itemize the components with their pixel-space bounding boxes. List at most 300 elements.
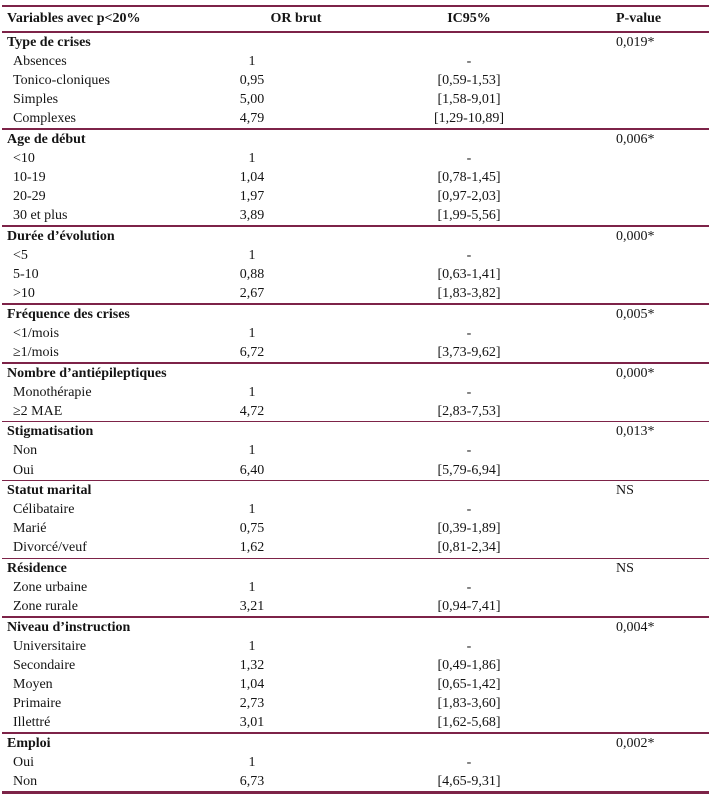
cell-p-value [616,597,709,616]
cell-or-brut [182,597,322,616]
cell-or-brut [182,90,322,109]
cell-ic95 [322,90,616,109]
section-title-label: Nombre d’antiépileptiques [7,365,167,381]
cell-or-brut [182,538,322,557]
variable-label: <5 [13,248,28,264]
data-row [2,109,709,128]
or-brut-value: 1 [248,248,256,264]
cell-p-value [616,675,709,694]
cell-ic95 [322,713,616,732]
cell-or-brut [182,265,322,284]
section-title-label: Stigmatisation [7,424,94,440]
cell-ic95 [322,519,616,538]
cell-or-brut [182,149,322,168]
data-row [2,675,709,694]
cell-or-brut [182,675,322,694]
cell-p-value [616,383,709,402]
or-brut-value: 4,79 [239,111,265,127]
cell-or-brut [182,52,322,71]
cell-p-value [616,753,709,772]
p-value: NS [616,561,634,577]
variable-label: <1/mois [13,325,60,341]
data-row [2,90,709,109]
cell-ic95 [322,265,616,284]
cell-or-brut [182,734,322,753]
cell-ic95 [322,675,616,694]
or-brut-value: 3,89 [239,208,265,224]
data-row [2,694,709,713]
cell-p-value [616,694,709,713]
cell-variable [2,441,182,460]
cell-p-value [616,364,711,383]
variable-label: Zone rurale [13,599,78,615]
cell-p-value [616,149,709,168]
section-title-row [2,130,709,149]
cell-ic95 [322,461,616,480]
cell-variable [2,227,182,246]
cell-variable [2,90,182,109]
cell-or-brut [182,284,322,303]
cell-variable [2,284,182,303]
cell-ic95 [322,538,616,557]
cell-variable [2,656,182,675]
or-brut-value: 0,75 [239,521,265,537]
cell-variable [2,168,182,187]
cell-or-brut [182,694,322,713]
or-brut-value: 1 [248,580,256,596]
table-section [2,227,709,303]
cell-p-value [616,461,709,480]
cell-variable [2,772,182,791]
or-brut-value: 1,04 [239,170,265,186]
variable-label: Zone urbaine [13,580,88,596]
cell-variable [2,33,182,52]
table-section [2,305,709,362]
cell-variable [2,383,182,402]
cell-p-value [616,402,709,421]
cell-or-brut [182,33,322,52]
variable-label: Célibataire [13,502,75,518]
data-row [2,149,709,168]
cell-p-value [616,441,709,460]
cell-or-brut [182,343,322,362]
cell-or-brut [182,618,322,637]
variable-label: 5-10 [13,267,39,283]
cell-p-value [616,618,711,637]
ic95-value: [2,83-7,53] [437,403,501,419]
cell-ic95 [322,734,616,753]
data-row [2,324,709,343]
cell-or-brut [182,324,322,343]
ic95-value: [0,81-2,34] [437,540,501,556]
ic95-value: - [466,638,472,654]
variable-label: Non [13,443,38,459]
data-row [2,265,709,284]
cell-or-brut [182,519,322,538]
section-title-label: Durée d’évolution [7,228,115,244]
variable-label: ≥2 MAE [13,403,63,419]
table-section [2,559,709,616]
cell-or-brut [182,130,322,149]
cell-or-brut [182,383,322,402]
section-title-label: Fréquence des crises [7,306,130,322]
data-row [2,597,709,616]
cell-p-value [616,52,709,71]
cell-p-value [616,305,711,324]
variable-label: Absences [13,54,67,70]
variable-label: >10 [13,286,35,302]
cell-ic95 [322,753,616,772]
section-title-label: Résidence [7,561,67,577]
cell-variable [2,246,182,265]
cell-p-value [616,713,709,732]
cell-variable [2,422,182,441]
cell-ic95 [322,149,616,168]
or-brut-value: 6,40 [239,462,265,478]
cell-ic95 [322,772,616,791]
variable-label: Illettré [13,715,51,731]
cell-or-brut [182,481,322,500]
ic95-value: - [466,754,472,770]
cell-or-brut [182,559,322,578]
or-brut-value: 1,62 [239,540,265,556]
or-brut-value: 6,73 [239,774,265,790]
ic95-value: [1,58-9,01] [437,92,501,108]
or-brut-value: 1,04 [239,677,265,693]
cell-ic95 [322,694,616,713]
section-title-row [2,618,709,637]
cell-p-value [616,481,711,500]
cell-p-value [616,71,709,90]
ic95-value: [3,73-9,62] [437,345,501,360]
cell-p-value [616,33,711,52]
section-title-row [2,734,709,753]
or-brut-value: 1 [248,754,256,770]
ic95-value: [0,39-1,89] [437,521,501,537]
cell-or-brut [182,206,322,225]
data-row [2,206,709,225]
cell-ic95 [322,597,616,616]
section-title-label: Statut marital [7,483,92,499]
cell-p-value [616,578,709,597]
data-row [2,578,709,597]
cell-ic95 [322,130,616,149]
cell-or-brut [182,578,322,597]
cell-variable [2,713,182,732]
column-header-or-brut-label: OR brut [270,11,322,26]
cell-or-brut [182,441,322,460]
cell-p-value [616,246,709,265]
ic95-value: - [466,325,472,341]
cell-variable [2,559,182,578]
data-row [2,383,709,402]
cell-or-brut [182,656,322,675]
cell-p-value [616,130,711,149]
variable-label: ≥1/mois [13,345,59,360]
cell-p-value [616,227,711,246]
table-section [2,618,709,733]
cell-or-brut [182,422,322,441]
cell-or-brut [182,772,322,791]
p-value: 0,004* [616,619,655,635]
cell-p-value [616,772,709,791]
section-title-row [2,559,709,578]
cell-p-value [616,734,711,753]
cell-ic95 [322,343,616,362]
or-brut-value: 2,67 [239,286,265,302]
cell-variable [2,265,182,284]
column-header-p-value-label: P-value [616,11,662,26]
cell-p-value [616,500,709,519]
section-title-row [2,227,709,246]
cell-ic95 [322,383,616,402]
ic95-value: - [466,384,472,400]
ic95-value: - [466,443,472,459]
cell-ic95 [322,500,616,519]
cell-ic95 [322,33,616,52]
cell-ic95 [322,637,616,656]
or-brut-value: 1,97 [239,189,265,205]
variable-label: Universitaire [13,638,87,654]
cell-variable [2,109,182,128]
cell-ic95 [322,422,616,441]
cell-variable [2,343,182,362]
cell-ic95 [322,481,616,500]
cell-variable [2,734,182,753]
ic95-value: - [466,54,472,70]
p-value: NS [616,483,634,499]
cell-variable [2,519,182,538]
cell-p-value [616,422,711,441]
cell-p-value [616,538,709,557]
variable-label: Complexes [13,111,76,127]
cell-variable [2,538,182,557]
cell-variable [2,324,182,343]
section-title-row [2,305,709,324]
cell-variable [2,481,182,500]
cell-or-brut [182,713,322,732]
variable-label: Simples [13,92,59,108]
ic95-value: [1,29-10,89] [434,111,504,127]
or-brut-value: 0,88 [239,267,265,283]
cell-p-value [616,168,709,187]
cell-ic95 [322,559,616,578]
cell-ic95 [322,441,616,460]
cell-variable [2,364,182,383]
cell-variable [2,461,182,480]
cell-variable [2,305,182,324]
cell-p-value [616,206,709,225]
cell-p-value [616,637,709,656]
cell-p-value [616,324,709,343]
cell-or-brut [182,364,322,383]
ic95-value: - [466,248,472,264]
cell-ic95 [322,402,616,421]
table-section [2,130,709,225]
data-row [2,713,709,732]
data-row [2,246,709,265]
cell-or-brut [182,402,322,421]
cell-p-value [616,656,709,675]
cell-p-value [616,109,709,128]
cell-or-brut [182,305,322,324]
column-header-variables-label: Variables avec p<20% [7,11,141,26]
section-title-row [2,364,709,383]
variable-label: <10 [13,151,35,167]
cell-variable [2,597,182,616]
p-value: 0,002* [616,735,655,751]
data-row [2,187,709,206]
cell-or-brut [182,637,322,656]
cell-ic95 [322,168,616,187]
table-section [2,364,709,421]
ic95-value: [1,83-3,60] [437,696,501,712]
cell-or-brut [182,71,322,90]
data-row [2,441,709,460]
cell-variable [2,149,182,168]
p-value: 0,013* [616,424,655,440]
or-brut-value: 3,01 [239,715,265,731]
section-title-label: Emploi [7,735,51,751]
column-header-ic95-label: IC95% [447,11,491,26]
section-title-label: Type de crises [7,35,91,50]
p-value: 0,000* [616,228,655,244]
cell-p-value [616,284,709,303]
cell-p-value [616,187,709,206]
data-row [2,753,709,772]
column-header-or-brut [182,7,322,31]
cell-or-brut [182,500,322,519]
variable-label: Marié [13,521,47,537]
cell-or-brut [182,753,322,772]
p-value: 0,000* [616,365,655,381]
or-brut-value: 1,32 [239,658,265,673]
data-row [2,772,709,791]
data-row [2,402,709,421]
variable-label: Oui [13,462,34,478]
section-title-label: Age de début [7,131,86,147]
variable-label: Divorcé/veuf [13,540,87,556]
variable-label: 10-19 [13,170,46,186]
cell-variable [2,675,182,694]
data-row [2,71,709,90]
cell-p-value [616,559,711,578]
or-brut-value: 1 [248,443,256,459]
table-body [2,33,709,794]
cell-variable [2,578,182,597]
or-brut-value: 1 [248,502,256,518]
data-row [2,284,709,303]
p-value: 0,006* [616,131,655,147]
data-row [2,500,709,519]
cell-variable [2,402,182,421]
cell-variable [2,71,182,90]
or-brut-value: 2,73 [239,696,265,712]
or-brut-value: 3,21 [239,599,265,615]
ic95-value: [1,62-5,68] [437,715,501,731]
data-row [2,461,709,480]
cell-or-brut [182,227,322,246]
section-title-row [2,33,709,52]
ic95-value: - [466,502,472,518]
data-row [2,637,709,656]
variable-label: Primaire [13,696,62,712]
data-row [2,52,709,71]
column-header-variables [2,7,182,31]
ic95-value: [1,99-5,56] [437,208,501,224]
cell-or-brut [182,168,322,187]
data-row [2,343,709,362]
or-brut-value: 1 [248,384,256,400]
cell-or-brut [182,109,322,128]
column-header-p-value [616,7,711,31]
ic95-value: - [466,580,472,596]
cell-ic95 [322,246,616,265]
data-row [2,519,709,538]
cell-variable [2,187,182,206]
ic95-value: [0,59-1,53] [437,73,501,89]
cell-p-value [616,343,709,362]
variable-label: 30 et plus [13,208,68,224]
table-header-row [2,7,709,31]
ic95-value: [0,94-7,41] [437,599,501,615]
table-section [2,422,709,479]
cell-or-brut [182,246,322,265]
or-brut-value: 1 [248,151,256,167]
cell-variable [2,130,182,149]
cell-ic95 [322,364,616,383]
cell-p-value [616,519,709,538]
cell-ic95 [322,227,616,246]
ic95-value: [0,65-1,42] [437,677,501,693]
cell-ic95 [322,656,616,675]
variable-label: Oui [13,754,34,770]
variable-label: Non [13,774,38,790]
ic95-value: [5,79-6,94] [437,462,501,478]
variable-label: Monothérapie [13,384,92,400]
table-section [2,33,709,128]
cell-p-value [616,265,709,284]
variable-label: Secondaire [13,658,76,673]
cell-p-value [616,90,709,109]
cell-variable [2,753,182,772]
table-section [2,734,709,791]
cell-ic95 [322,109,616,128]
or-brut-value: 6,72 [239,345,265,360]
or-brut-value: 0,95 [239,73,265,89]
p-value: 0,005* [616,306,655,322]
or-brut-value: 1 [248,638,256,654]
ic95-value: [0,63-1,41] [437,267,501,283]
cell-ic95 [322,305,616,324]
or-brut-value: 1 [248,325,256,341]
table-section [2,481,709,557]
data-row [2,538,709,557]
variable-label: 20-29 [13,189,46,205]
column-header-ic95 [322,7,616,31]
or-brut-value: 4,72 [239,403,265,419]
cell-variable [2,618,182,637]
or-brut-value: 1 [248,54,256,70]
p-value: 0,019* [616,35,655,50]
ic95-value: [1,83-3,82] [437,286,501,302]
or-brut-value: 5,00 [239,92,265,108]
cell-or-brut [182,461,322,480]
data-row [2,656,709,675]
variable-label: Moyen [13,677,53,693]
table-bottom-rule [2,791,709,794]
data-row [2,168,709,187]
